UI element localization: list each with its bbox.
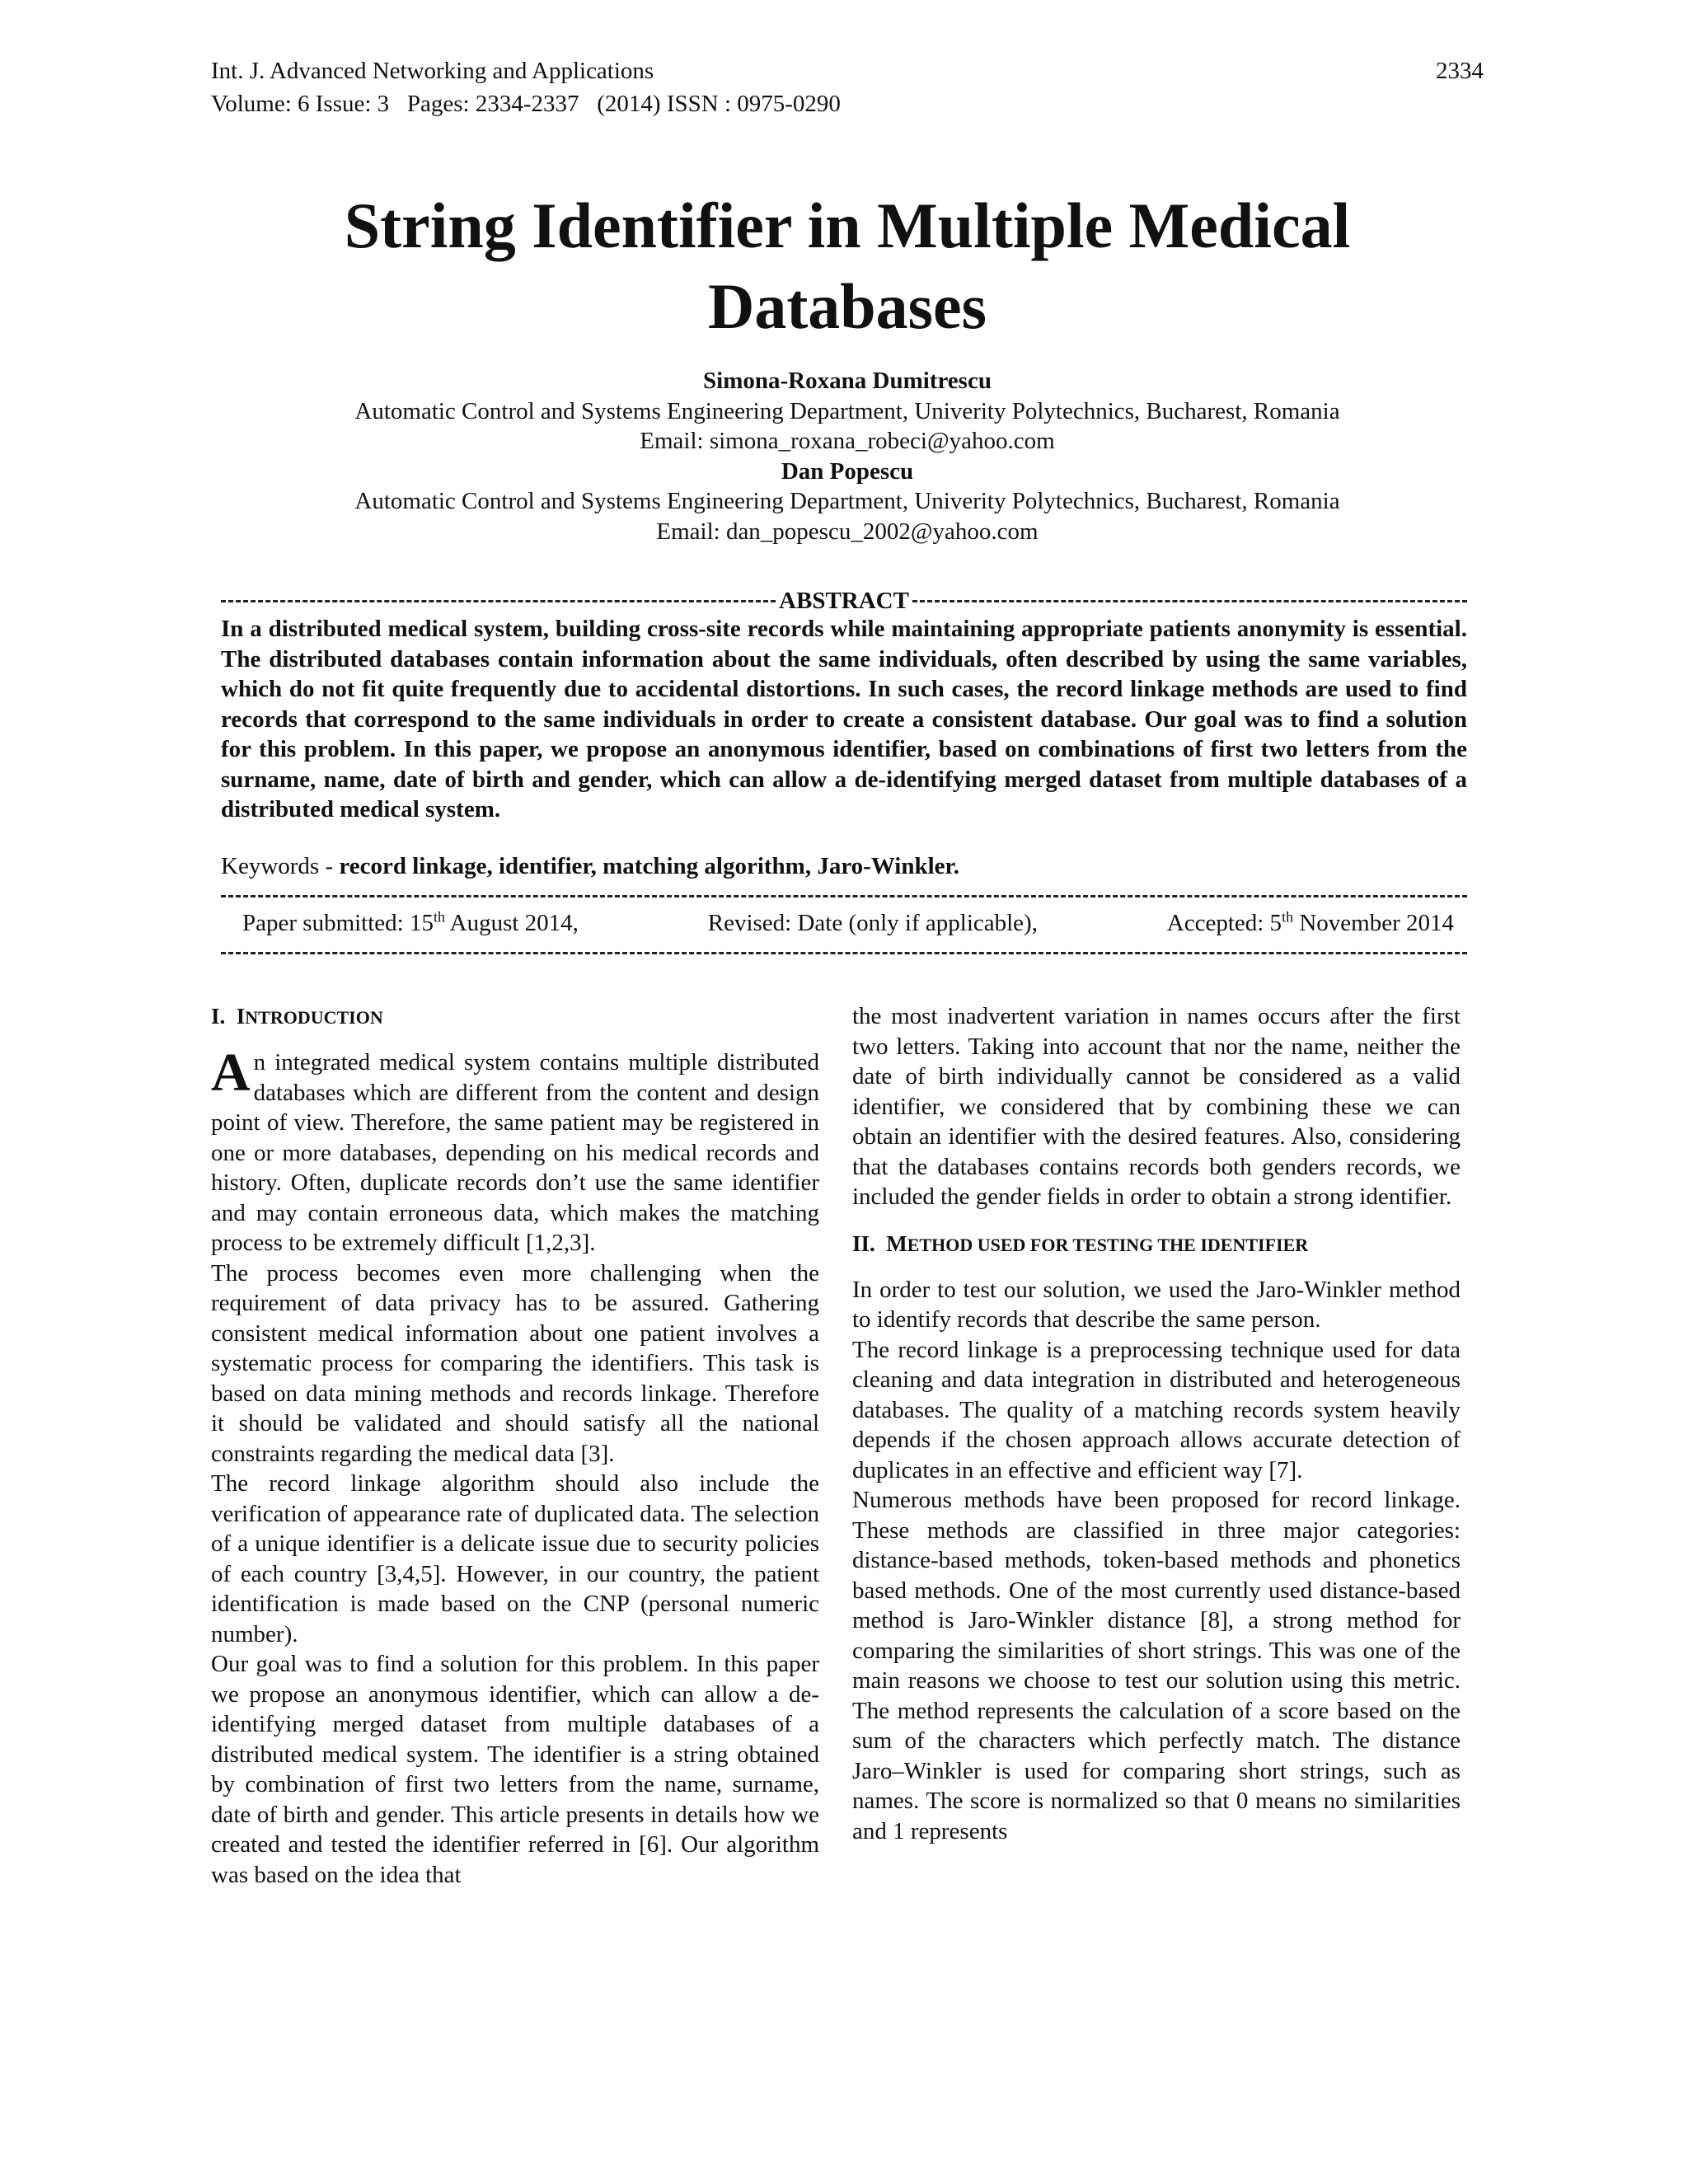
dashed-rule: [221, 952, 1467, 954]
right-column: [852, 1001, 1461, 1846]
date-revised: Revised: Date (only if applicable),: [707, 910, 1038, 936]
paragraph: In order to test our solution, we used the Jaro-Winkler method to identify records that describe the same person.: [852, 1276, 1461, 1333]
date-submitted: Paper submitted: 15th August 2014,: [242, 908, 579, 936]
paragraph: The record linkage is a preprocessing technique used for data cleaning and data integration in distributed and heterogeneous databases. The quality of a matching records system heavily depends if the chosen approach allows accurate detection of duplicates in an effective and efficient way [7].: [852, 1336, 1461, 1483]
author-email: Email: dan_popescu_2002@yahoo.com: [656, 518, 1039, 545]
abstract-divider: [221, 587, 1467, 615]
author-affiliation: Automatic Control and Systems Engineering Department, Univerity Polytechnics, Bucharest, Romania: [354, 397, 1340, 424]
paragraph: the most inadvertent variation in names occurs after the first two letters. Taking into account that nor the name, neither the date of birth individually cannot be considered as a valid identifier, we considered that by combining these we can obtain an identifier with the desired features. Also, considering that the databases contains records both genders records, we included the gender fields in order to obtain a strong identifier.: [852, 1003, 1461, 1210]
submission-dates: [242, 907, 1454, 940]
volume-line: Volume: 6 Issue: 3 Pages: 2334-2337 (2014) ISSN : 0975-0290: [211, 91, 841, 117]
author-name: Simona-Roxana Dumitrescu: [703, 368, 992, 394]
author-name: Dan Popescu: [781, 457, 914, 485]
author-block: [211, 366, 1484, 546]
keywords-label: Keywords -: [221, 853, 340, 879]
journal-name: Int. J. Advanced Networking and Applications: [211, 58, 654, 84]
title-line-1: String Identifier in Multiple Medical: [344, 190, 1351, 261]
left-column: [211, 1001, 819, 1890]
paragraph: An integrated medical system contains multiple distributed databases which are different from the content and design point of view. Therefore, the same patient may be registered in one or more databases, depending on his medical records and history. Often, duplicate records don’t use the same identifier and may contain erroneous data, which makes the matching process to be extremely difficult [1,2,3].: [211, 1043, 819, 1256]
keywords-text: record linkage, identifier, matching algorithm, Jaro-Winkler.: [339, 853, 959, 879]
paragraph: The record linkage algorithm should also include the verification of appearance rate of duplicated data. The selection of a unique identifier is a delicate issue due to security policies of each country [3,4,5]. However, in our country, the patient identification is made based on the CNP (personal numeric number).: [211, 1470, 819, 1647]
dashed-rule: [221, 600, 776, 602]
section-heading: II. METHOD USED FOR TESTING THE IDENTIFIER: [852, 1230, 1309, 1256]
title-line-2: Databases: [707, 270, 987, 342]
keywords: [221, 851, 1467, 881]
author-affiliation: Automatic Control and Systems Engineering Department, Univerity Polytechnics, Bucharest, Romania: [354, 488, 1340, 514]
drop-cap: A: [211, 1043, 251, 1103]
paper-title: [211, 185, 1484, 347]
dashed-rule: [912, 600, 1467, 602]
dashed-rule: [221, 895, 1467, 898]
paragraph: Numerous methods have been proposed for record linkage. These methods are classified in three major categories: distance-based methods, token-based methods and phonetics based methods. One of the most currently used distance-based method is Jaro-Winkler distance [8], a strong method for comparing the similarities of short strings. This was one of the main reasons we choose to test our solution using this metric. The method represents the calculation of a score based on the sum of the characters which perfectly match. The distance Jaro–Winkler is used for comparing short strings, such as names. The score is normalized so that 0 means no similarities and 1 represents: [852, 1487, 1461, 1844]
section-heading: I. INTRODUCTION: [211, 1004, 383, 1029]
paragraph: Our goal was to find a solution for this problem. In this paper we propose an anonymous identifier, which can allow a de-identifying merged dataset from multiple databases of a distributed medical system. The identifier is a string obtained by combination of first two letters from the name, surname, date of birth and gender. This article presents in details how we created and tested the identifier referred in [6]. Our algorithm was based on the idea that: [211, 1651, 819, 1888]
abstract-text: In a distributed medical system, building cross-site records while maintaining appropriate patients anonymity is essential. The distributed databases contain information about the same individuals, often described by using the same variables, which do not fit quite frequently due to accidental distortions. In such cases, the record linkage methods are used to find records that correspond to the same individuals in order to create a consistent database. Our goal was to find a solution for this problem. In this paper, we propose an anonymous identifier, based on combinations of first two letters from the surname, name, date of birth and gender, which can allow a de-identifying merged dataset from multiple databases of a distributed medical system.: [221, 616, 1467, 823]
running-header: [211, 54, 1484, 120]
page-number: 2334: [1436, 58, 1484, 84]
author-email: Email: simona_roxana_robeci@yahoo.com: [640, 428, 1055, 454]
abstract-label: ABSTRACT: [779, 587, 909, 614]
date-accepted: Accepted: 5th November 2014: [1166, 908, 1454, 936]
paragraph: The process becomes even more challenging when the requirement of data privacy has to be assured. Gathering consistent medical information about one patient involves a systematic process for comparing the identifiers. This task is based on data mining methods and records linkage. Therefore it should be validated and should satisfy all the national constraints regarding the medical data [3].: [211, 1259, 819, 1467]
